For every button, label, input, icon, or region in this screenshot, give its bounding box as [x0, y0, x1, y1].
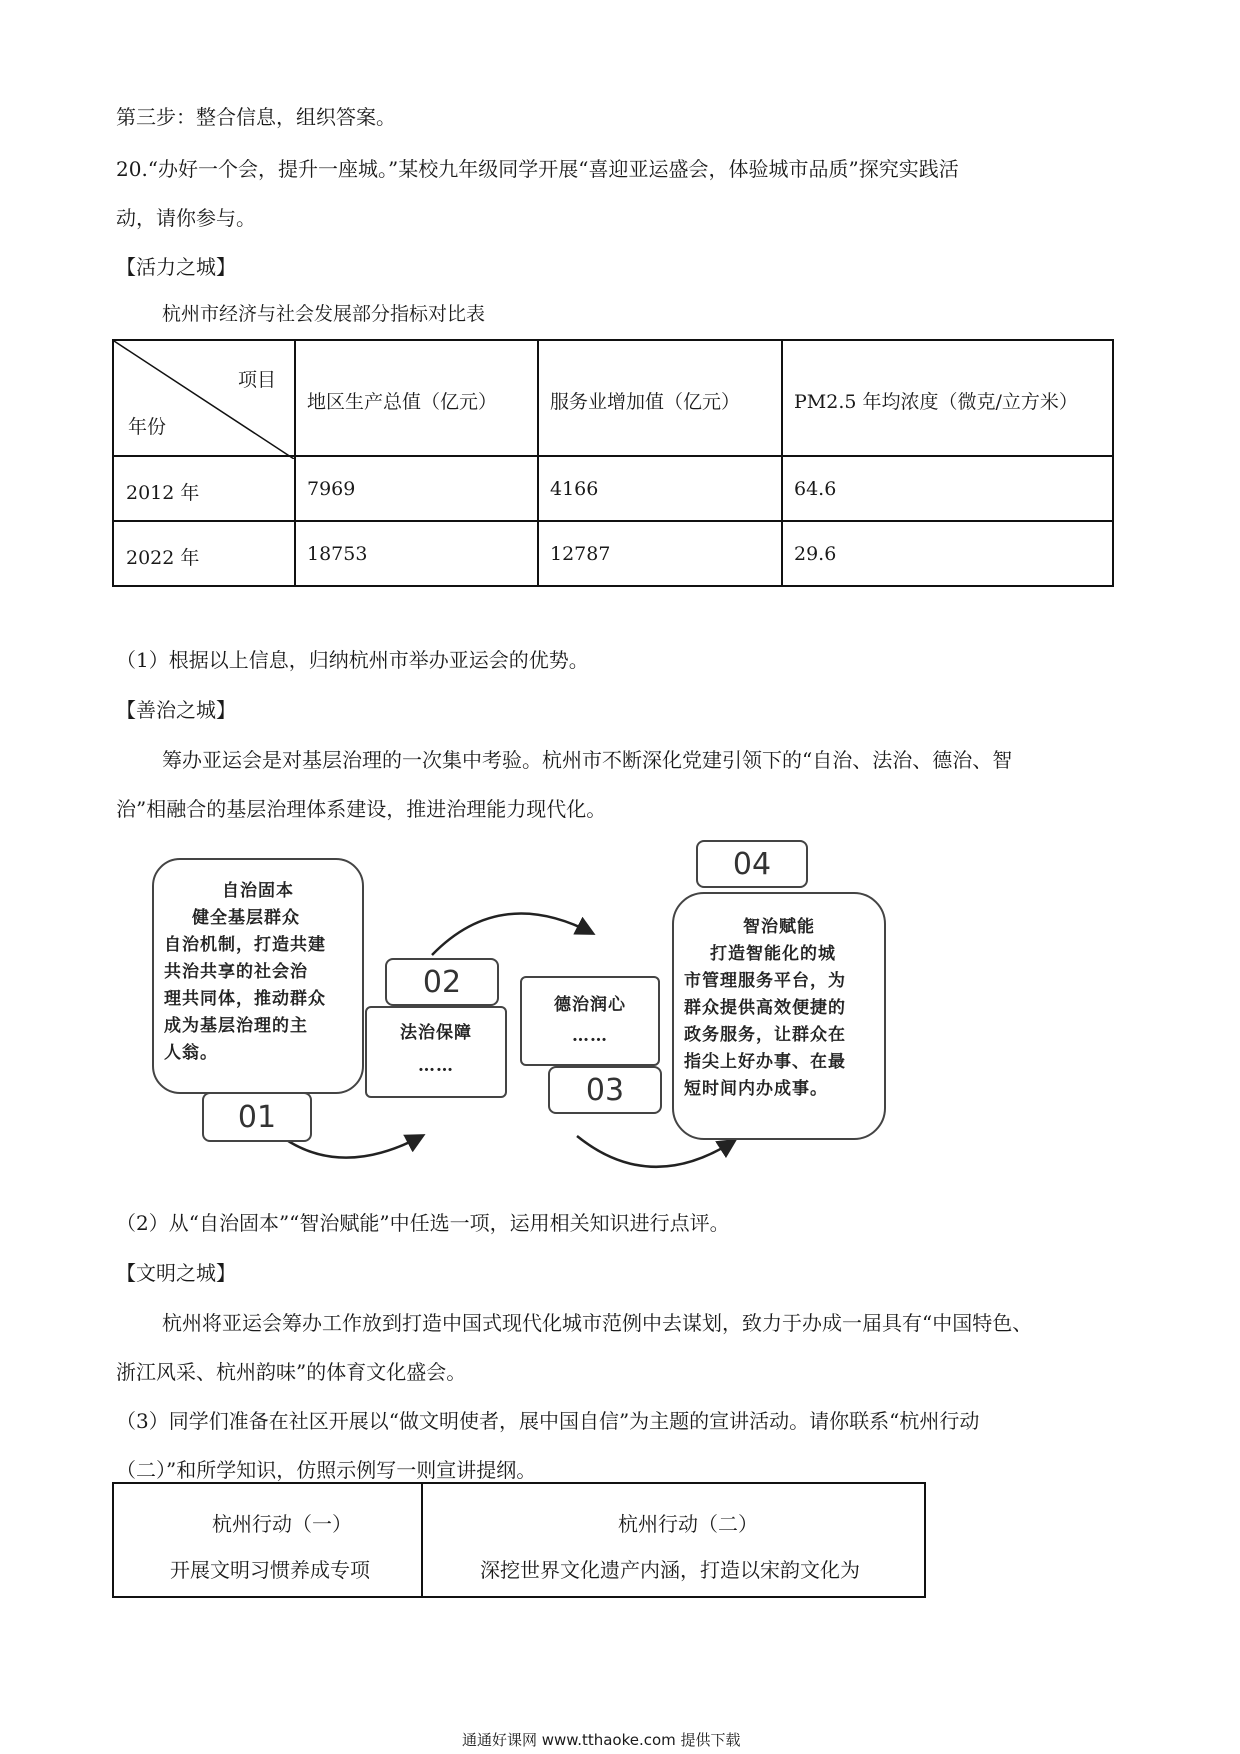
- table1-col-divider: [781, 341, 783, 585]
- box4-title: 智治赋能: [743, 917, 815, 937]
- box4-line: 短时间内办成事。: [684, 1079, 828, 1099]
- box2-title: 法治保障: [400, 1023, 472, 1043]
- section-heading-governance: 【善治之城】: [116, 698, 236, 722]
- table-cell-gdp: 18753: [307, 543, 368, 565]
- self-governance-box: [152, 858, 364, 1094]
- table1-row-divider: [114, 520, 1112, 522]
- corner-diagonal: [114, 341, 294, 459]
- table-cell-service: 12787: [550, 543, 611, 565]
- corner-label-item: 项目: [238, 369, 277, 391]
- table2-header-action2: 杭州行动（二）: [618, 1512, 758, 1536]
- section-heading-vitality: 【活力之城】: [116, 255, 236, 279]
- table-cell-gdp: 7969: [307, 478, 356, 500]
- box1-line: 健全基层群众: [192, 908, 300, 928]
- question-3-line1: （3）同学们准备在社区开展以“做文明使者，展中国自信”为主题的宣讲活动。请你联系“杭州行动: [116, 1409, 980, 1433]
- number-badge-02: 02: [385, 958, 499, 1006]
- question-20-line1: 20.“办好一个会，提升一座城。”某校九年级同学开展“喜迎亚运盛会，体验城市品质”探究实践活: [116, 157, 959, 181]
- table-cell-pm25: 29.6: [794, 543, 837, 565]
- box1-line: 成为基层治理的主: [164, 1016, 308, 1036]
- table1-col-divider: [537, 341, 539, 585]
- corner-label-year: 年份: [128, 416, 167, 438]
- box1-line: 共治共享的社会治: [164, 962, 308, 982]
- paragraph-governance-line2: 治”相融合的基层治理体系建设，推进治理能力现代化。: [116, 797, 607, 821]
- table2-cell-action1: 开展文明习惯养成专项: [170, 1558, 370, 1582]
- table1-row-divider: [114, 455, 1112, 457]
- box4-line: 打造智能化的城: [710, 944, 836, 964]
- column-header-pm25: PM2.5 年均浓度（微克/立方米）: [794, 391, 1078, 413]
- question-1: （1）根据以上信息，归纳杭州市举办亚运会的优势。: [116, 648, 589, 672]
- indicator-table: [112, 339, 1114, 587]
- paragraph-civilization-line2: 浙江风采、杭州韵味”的体育文化盛会。: [116, 1360, 467, 1384]
- box4-line: 群众提供高效便捷的: [684, 998, 846, 1018]
- footer-source: 通通好课网 www.tthaoke.com 提供下载: [462, 1731, 741, 1749]
- question-3-line2: （二）”和所学知识，仿照示例写一则宣讲提纲。: [116, 1458, 537, 1482]
- box3-ellipsis: ……: [572, 1026, 608, 1046]
- number-badge-03: 03: [548, 1066, 662, 1114]
- table1-col-divider: [294, 341, 296, 585]
- smart-governance-box: [672, 892, 886, 1140]
- table-cell-pm25: 64.6: [794, 478, 837, 500]
- question-2: （2）从“自治固本”“智治赋能”中任选一项，运用相关知识进行点评。: [116, 1211, 730, 1235]
- moral-governance-box: [520, 976, 660, 1066]
- table2-cell-action2: 深挖世界文化遗产内涵，打造以宋韵文化为: [480, 1558, 860, 1582]
- step3-text: 第三步：整合信息，组织答案。: [116, 105, 396, 129]
- box1-line: 自治机制，打造共建: [164, 935, 326, 955]
- paragraph-governance-line1: 筹办亚运会是对基层治理的一次集中考验。杭州市不断深化党建引领下的“自治、法治、德治、智: [162, 748, 1013, 772]
- box2-ellipsis: ……: [418, 1056, 454, 1076]
- column-header-gdp: 地区生产总值（亿元）: [307, 391, 498, 413]
- box1-line: 理共同体，推动群众: [164, 989, 326, 1009]
- table-cell-service: 4166: [550, 478, 599, 500]
- section-heading-civilization: 【文明之城】: [116, 1261, 236, 1285]
- column-header-service: 服务业增加值（亿元）: [550, 391, 741, 413]
- number-badge-04: 04: [696, 840, 808, 888]
- table-cell-year: 2022 年: [126, 547, 200, 569]
- question-20-line2: 动，请你参与。: [116, 206, 256, 230]
- box1-title: 自治固本: [222, 881, 294, 901]
- box1-line: 人翁。: [164, 1043, 218, 1063]
- box4-line: 市管理服务平台，为: [684, 971, 846, 991]
- hangzhou-action-table: [112, 1482, 926, 1598]
- governance-diagram: [140, 840, 900, 1180]
- box3-title: 德治润心: [554, 995, 626, 1015]
- table-cell-year: 2012 年: [126, 482, 200, 504]
- paragraph-civilization-line1: 杭州将亚运会筹办工作放到打造中国式现代化城市范例中去谋划，致力于办成一届具有“中国特色、: [162, 1311, 1033, 1335]
- rule-of-law-box: [365, 1006, 507, 1098]
- table1-title: 杭州市经济与社会发展部分指标对比表: [162, 303, 486, 325]
- box4-line: 政务服务，让群众在: [684, 1025, 846, 1045]
- box4-line: 指尖上好办事、在最: [684, 1052, 846, 1072]
- table2-header-action1: 杭州行动（一）: [212, 1512, 352, 1536]
- number-badge-01: 01: [202, 1092, 312, 1142]
- table2-col-divider: [421, 1484, 423, 1596]
